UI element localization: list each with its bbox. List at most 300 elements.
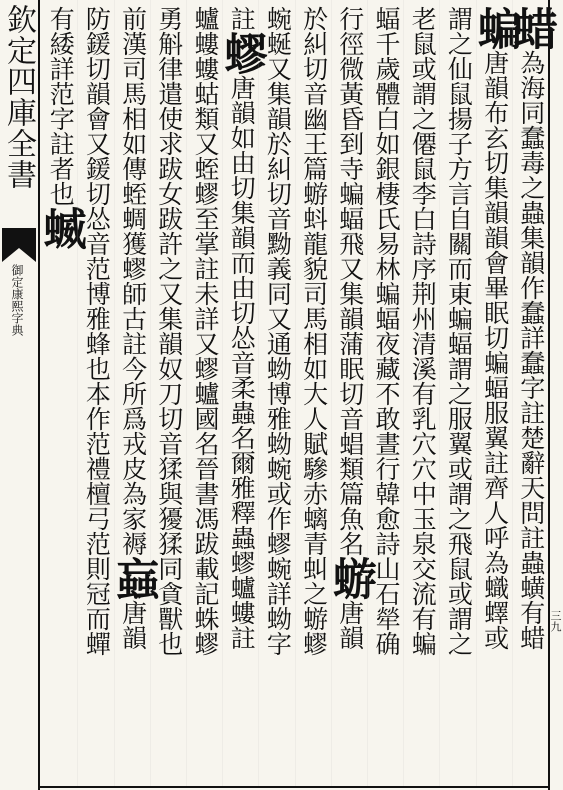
body-char: 詩 bbox=[408, 231, 438, 256]
body-char: 釋 bbox=[227, 500, 257, 525]
body-char: 貌 bbox=[299, 256, 329, 281]
text-column bbox=[439, 6, 473, 786]
body-char: 蟉 bbox=[191, 356, 220, 381]
body-char: 蛛 bbox=[191, 606, 220, 631]
body-char: 之 bbox=[444, 31, 474, 56]
body-char: 千 bbox=[372, 31, 401, 56]
body-char: 不 bbox=[372, 381, 401, 406]
column-rule bbox=[403, 0, 404, 786]
body-char: 韻 bbox=[480, 200, 510, 225]
body-char: 獶 bbox=[154, 506, 184, 531]
body-char: 蚪 bbox=[299, 206, 329, 231]
body-char: 蚴 bbox=[263, 356, 293, 381]
body-char: 女 bbox=[154, 181, 184, 206]
column-rule bbox=[258, 0, 259, 786]
body-char: 通 bbox=[263, 331, 293, 356]
body-char: 又 bbox=[82, 131, 112, 156]
body-char: 穴 bbox=[408, 431, 438, 456]
headword: 蝱 bbox=[107, 556, 159, 600]
body-char: 畢 bbox=[480, 275, 510, 300]
body-char: 白 bbox=[372, 106, 401, 131]
headword: 蝛 bbox=[35, 206, 87, 250]
body-char: 蠦 bbox=[227, 575, 257, 600]
body-char: 昏 bbox=[335, 106, 365, 131]
text-column bbox=[403, 6, 437, 786]
body-char: 天 bbox=[516, 475, 546, 500]
body-char: 雅 bbox=[82, 306, 112, 331]
body-char: 辭 bbox=[516, 450, 546, 475]
text-column bbox=[258, 6, 292, 786]
body-char: 或 bbox=[444, 456, 474, 481]
body-char: 名 bbox=[191, 431, 220, 456]
body-char: 韓 bbox=[372, 481, 401, 506]
body-char: 如 bbox=[227, 125, 257, 150]
body-char: 註 bbox=[227, 6, 257, 31]
body-char: 蟉 bbox=[191, 181, 220, 206]
body-char: 謂 bbox=[444, 356, 474, 381]
body-char: 本 bbox=[82, 381, 112, 406]
body-char: 註 bbox=[46, 131, 76, 156]
body-char: 之 bbox=[516, 175, 546, 200]
body-char: 乳 bbox=[408, 406, 438, 431]
body-char: 青 bbox=[299, 531, 329, 556]
body-char: 怂 bbox=[227, 325, 257, 350]
body-char: 集 bbox=[480, 175, 510, 200]
body-char: 交 bbox=[408, 556, 438, 581]
body-char: 馬 bbox=[299, 306, 329, 331]
body-char: 許 bbox=[154, 231, 184, 256]
body-char: 切 bbox=[154, 406, 184, 431]
text-column bbox=[216, 6, 268, 786]
body-char: 鍰 bbox=[82, 156, 112, 181]
body-char: 敢 bbox=[372, 406, 401, 431]
body-char: 註 bbox=[516, 525, 546, 550]
body-char: 魚 bbox=[335, 506, 365, 531]
column-rule bbox=[476, 0, 477, 786]
body-char: 范 bbox=[82, 431, 112, 456]
body-char: 蜿 bbox=[263, 556, 293, 581]
body-char: 為 bbox=[516, 50, 546, 75]
body-char: 驂 bbox=[299, 456, 329, 481]
body-char: 謂 bbox=[444, 606, 474, 631]
book-margin bbox=[0, 0, 38, 790]
body-char: 未 bbox=[191, 281, 220, 306]
body-char: 山 bbox=[372, 556, 401, 581]
body-char: 林 bbox=[372, 256, 401, 281]
body-char: 蟲 bbox=[516, 200, 546, 225]
body-char: 鼠 bbox=[444, 81, 474, 106]
body-char: 相 bbox=[118, 106, 148, 131]
body-char: 皮 bbox=[118, 456, 148, 481]
body-char: 韻 bbox=[154, 331, 184, 356]
body-char: 毒 bbox=[516, 150, 546, 175]
body-char: 律 bbox=[154, 56, 184, 81]
body-char: 而 bbox=[82, 606, 112, 631]
body-char: 或 bbox=[263, 481, 293, 506]
body-char: 為 bbox=[480, 550, 510, 575]
body-char: 類 bbox=[335, 456, 365, 481]
body-char: 清 bbox=[408, 331, 438, 356]
body-char: 唐 bbox=[227, 75, 257, 100]
body-char: 名 bbox=[335, 531, 365, 556]
body-char: 師 bbox=[118, 281, 148, 306]
body-char: 集 bbox=[154, 306, 184, 331]
body-char: 蝙 bbox=[444, 306, 474, 331]
body-char: 切 bbox=[227, 300, 257, 325]
body-char: 蝙 bbox=[408, 631, 438, 656]
body-char: 韻 bbox=[480, 225, 510, 250]
body-char: 蟉 bbox=[299, 631, 329, 656]
body-char: 禮 bbox=[82, 456, 112, 481]
body-char: 又 bbox=[191, 131, 220, 156]
body-char: 至 bbox=[191, 206, 220, 231]
body-char: 虯 bbox=[299, 556, 329, 581]
body-char: 切 bbox=[480, 150, 510, 175]
body-char: 切 bbox=[299, 56, 329, 81]
body-char: 跋 bbox=[191, 531, 220, 556]
body-char: 蚴 bbox=[263, 431, 293, 456]
body-char: 戎 bbox=[118, 431, 148, 456]
body-char: 載 bbox=[191, 556, 220, 581]
body-char: 韻 bbox=[335, 625, 365, 650]
column-rule bbox=[295, 0, 296, 786]
body-char: 古 bbox=[118, 306, 148, 331]
body-char: 棲 bbox=[372, 181, 401, 206]
body-char: 僊 bbox=[408, 131, 438, 156]
text-column bbox=[186, 6, 220, 786]
body-char: 或 bbox=[444, 581, 474, 606]
column-rule bbox=[512, 0, 513, 786]
body-char: 荆 bbox=[408, 281, 438, 306]
body-char: 如 bbox=[372, 131, 401, 156]
body-char: 蠢 bbox=[516, 125, 546, 150]
body-char: 韻 bbox=[516, 250, 546, 275]
text-column bbox=[469, 6, 521, 786]
headword: 蟉 bbox=[216, 31, 268, 75]
body-char: 雅 bbox=[263, 406, 293, 431]
body-char: 冠 bbox=[82, 581, 112, 606]
text-column bbox=[35, 6, 87, 786]
body-char: 名 bbox=[227, 425, 257, 450]
body-char: 蟉 bbox=[227, 550, 257, 575]
body-char: 音 bbox=[263, 206, 293, 231]
body-char: 相 bbox=[299, 331, 329, 356]
body-char: 翼 bbox=[444, 431, 474, 456]
body-char: 詳 bbox=[263, 581, 293, 606]
body-char: 使 bbox=[154, 106, 184, 131]
body-char: 蜒 bbox=[263, 31, 293, 56]
frame-bottom-rule bbox=[38, 786, 550, 788]
body-char: 螻 bbox=[227, 600, 257, 625]
body-char: 同 bbox=[263, 281, 293, 306]
body-char: 大 bbox=[299, 381, 329, 406]
frame-left-rule bbox=[38, 0, 40, 790]
body-char: 歲 bbox=[372, 56, 401, 81]
body-char: 行 bbox=[372, 456, 401, 481]
body-char: 集 bbox=[516, 225, 546, 250]
body-char: 斛 bbox=[154, 31, 184, 56]
body-char: 切 bbox=[480, 325, 510, 350]
body-char: 蝙 bbox=[372, 281, 401, 306]
body-char: 司 bbox=[299, 281, 329, 306]
body-char: 鼠 bbox=[444, 556, 474, 581]
body-char: 玄 bbox=[480, 125, 510, 150]
body-char: 記 bbox=[191, 581, 220, 606]
body-char: 者 bbox=[46, 156, 76, 181]
body-char: 愈 bbox=[372, 506, 401, 531]
body-char: 柔 bbox=[227, 375, 257, 400]
text-column bbox=[107, 6, 159, 786]
folio-number: 三九 bbox=[549, 610, 562, 632]
body-char: 糾 bbox=[263, 156, 293, 181]
body-char: 切 bbox=[263, 181, 293, 206]
headword: 蝙 bbox=[469, 6, 521, 50]
body-char: 蛄 bbox=[191, 81, 220, 106]
body-char: 音 bbox=[335, 406, 365, 431]
body-char: 前 bbox=[118, 6, 148, 31]
body-char: 蝙 bbox=[335, 181, 365, 206]
body-char: 蝠 bbox=[335, 206, 365, 231]
body-char: 雅 bbox=[227, 475, 257, 500]
body-char: 有 bbox=[46, 6, 76, 31]
body-char: 犖 bbox=[372, 606, 401, 631]
body-char: 家 bbox=[118, 506, 148, 531]
body-char: 蟥 bbox=[516, 575, 546, 600]
body-char: 之 bbox=[408, 106, 438, 131]
body-char: 獲 bbox=[118, 231, 148, 256]
body-char: 切 bbox=[335, 381, 365, 406]
body-char: 集 bbox=[227, 200, 257, 225]
body-char: 切 bbox=[82, 56, 112, 81]
body-char: 註 bbox=[480, 450, 510, 475]
body-char: 蠦 bbox=[191, 6, 220, 31]
body-char: 又 bbox=[154, 281, 184, 306]
body-char: 布 bbox=[480, 100, 510, 125]
body-char: 奴 bbox=[154, 356, 184, 381]
body-char: 鼠 bbox=[408, 156, 438, 181]
body-char: 老 bbox=[408, 6, 438, 31]
body-char: 之 bbox=[444, 631, 474, 656]
body-char: 蛭 bbox=[118, 181, 148, 206]
body-char: 玉 bbox=[408, 506, 438, 531]
body-char: 飛 bbox=[335, 231, 365, 256]
body-char: 跋 bbox=[154, 156, 184, 181]
body-char: 韻 bbox=[335, 306, 365, 331]
body-char: 義 bbox=[263, 256, 293, 281]
body-char: 又 bbox=[263, 56, 293, 81]
body-char: 范 bbox=[46, 81, 76, 106]
body-char: 蝣 bbox=[299, 181, 329, 206]
body-char: 詳 bbox=[46, 56, 76, 81]
body-char: 由 bbox=[227, 275, 257, 300]
body-char: 氏 bbox=[372, 206, 401, 231]
body-char: 韻 bbox=[263, 106, 293, 131]
body-char: 猱 bbox=[154, 531, 184, 556]
body-char: 蜂 bbox=[82, 331, 112, 356]
body-char: 韻 bbox=[118, 625, 148, 650]
body-char: 而 bbox=[444, 256, 474, 281]
body-char: 會 bbox=[480, 250, 510, 275]
body-char: 子 bbox=[444, 131, 474, 156]
body-char: 蝠 bbox=[480, 375, 510, 400]
body-char: 集 bbox=[263, 81, 293, 106]
body-char: 䗉 bbox=[335, 431, 365, 456]
column-rule bbox=[77, 0, 78, 786]
body-char: 翼 bbox=[480, 425, 510, 450]
body-char: 飛 bbox=[444, 531, 474, 556]
body-char: 音 bbox=[82, 231, 112, 256]
body-char: 漢 bbox=[118, 31, 148, 56]
body-char: 王 bbox=[299, 131, 329, 156]
column-rule bbox=[331, 0, 332, 786]
body-char: 寺 bbox=[335, 156, 365, 181]
body-char: 韻 bbox=[480, 75, 510, 100]
body-char: 音 bbox=[299, 81, 329, 106]
body-char: 司 bbox=[118, 56, 148, 81]
body-char: 集 bbox=[335, 281, 365, 306]
body-char: 或 bbox=[480, 625, 510, 650]
body-char: 貪 bbox=[154, 581, 184, 606]
body-char: 所 bbox=[118, 381, 148, 406]
body-char: 晝 bbox=[372, 431, 401, 456]
body-char: 有 bbox=[516, 600, 546, 625]
body-char: 微 bbox=[335, 56, 365, 81]
body-char: 蟲 bbox=[516, 550, 546, 575]
body-char: 詳 bbox=[516, 325, 546, 350]
body-char: 蚴 bbox=[263, 606, 293, 631]
body-char: 篇 bbox=[299, 156, 329, 181]
body-char: 詩 bbox=[372, 531, 401, 556]
body-char: 字 bbox=[263, 631, 293, 656]
text-column bbox=[295, 6, 329, 786]
body-char: 齊 bbox=[480, 475, 510, 500]
body-char: 唐 bbox=[480, 50, 510, 75]
body-char: 服 bbox=[444, 406, 474, 431]
body-char: 註 bbox=[227, 625, 257, 650]
body-char: 有 bbox=[408, 381, 438, 406]
body-char: 則 bbox=[82, 556, 112, 581]
body-char: 螻 bbox=[191, 31, 220, 56]
body-char: 赤 bbox=[299, 481, 329, 506]
body-char: 到 bbox=[335, 131, 365, 156]
body-char: 黝 bbox=[263, 231, 293, 256]
body-char: 白 bbox=[408, 206, 438, 231]
body-char: 石 bbox=[372, 581, 401, 606]
body-char: 韻 bbox=[227, 225, 257, 250]
body-char: 言 bbox=[444, 181, 474, 206]
body-char: 之 bbox=[154, 256, 184, 281]
book-subtitle: 御定康熙字典 bbox=[10, 264, 24, 336]
column-rule bbox=[367, 0, 368, 786]
body-char: 檀 bbox=[82, 481, 112, 506]
body-char: 或 bbox=[408, 56, 438, 81]
body-char: 註 bbox=[191, 256, 220, 281]
body-char: 又 bbox=[335, 256, 365, 281]
body-char: 問 bbox=[516, 500, 546, 525]
body-char: 東 bbox=[444, 281, 474, 306]
body-char: 之 bbox=[299, 581, 329, 606]
body-char: 蝣 bbox=[299, 606, 329, 631]
body-char: 如 bbox=[118, 131, 148, 156]
body-char: 切 bbox=[82, 181, 112, 206]
body-char: 序 bbox=[408, 256, 438, 281]
body-char: 於 bbox=[299, 6, 329, 31]
body-char: 晉 bbox=[191, 456, 220, 481]
body-char: 唐 bbox=[335, 600, 365, 625]
body-char: 蟉 bbox=[118, 256, 148, 281]
body-char: 馮 bbox=[191, 506, 220, 531]
column-rule bbox=[114, 0, 115, 786]
body-char: 蠢 bbox=[516, 350, 546, 375]
body-char: 蜿 bbox=[263, 6, 293, 31]
body-char: 夜 bbox=[372, 331, 401, 356]
body-char: 鍰 bbox=[82, 31, 112, 56]
body-char: 國 bbox=[191, 406, 220, 431]
body-char: 會 bbox=[82, 106, 112, 131]
body-char: 於 bbox=[263, 131, 293, 156]
body-char: 蝠 bbox=[372, 6, 401, 31]
body-char: 同 bbox=[516, 100, 546, 125]
body-char: 跋 bbox=[154, 206, 184, 231]
body-char: 博 bbox=[82, 281, 112, 306]
body-char: 而 bbox=[227, 250, 257, 275]
body-char: 蝠 bbox=[444, 331, 474, 356]
body-char: 傳 bbox=[118, 156, 148, 181]
body-char: 也 bbox=[82, 356, 112, 381]
body-char: 范 bbox=[82, 531, 112, 556]
body-char: 韻 bbox=[82, 81, 112, 106]
body-char: 蟲 bbox=[227, 525, 257, 550]
body-char: 由 bbox=[227, 150, 257, 175]
body-char: 方 bbox=[444, 156, 474, 181]
body-char: 也 bbox=[154, 631, 184, 656]
body-char: 蠌 bbox=[480, 600, 510, 625]
body-char: 關 bbox=[444, 231, 474, 256]
body-char: 蟙 bbox=[480, 575, 510, 600]
column-rule bbox=[222, 0, 223, 786]
text-column bbox=[367, 6, 401, 786]
body-char: 弓 bbox=[82, 506, 112, 531]
body-char: 作 bbox=[82, 406, 112, 431]
body-char: 范 bbox=[82, 256, 112, 281]
body-char: 字 bbox=[46, 106, 76, 131]
body-char: 註 bbox=[516, 400, 546, 425]
body-char: 流 bbox=[408, 581, 438, 606]
body-char: 螻 bbox=[191, 56, 220, 81]
body-char: 中 bbox=[408, 481, 438, 506]
column-rule bbox=[186, 0, 187, 786]
body-char: 類 bbox=[191, 106, 220, 131]
body-char: 人 bbox=[299, 406, 329, 431]
fishtail-ornament bbox=[2, 228, 36, 262]
body-char: 獸 bbox=[154, 606, 184, 631]
body-char: 又 bbox=[191, 331, 220, 356]
body-char: 呼 bbox=[480, 525, 510, 550]
body-char: 蝙 bbox=[480, 350, 510, 375]
body-char: 藏 bbox=[372, 356, 401, 381]
body-char: 謂 bbox=[444, 481, 474, 506]
body-char: 體 bbox=[372, 81, 401, 106]
body-char: 蒲 bbox=[335, 331, 365, 356]
column-rule bbox=[150, 0, 151, 786]
body-char: 猱 bbox=[154, 456, 184, 481]
body-char: 馬 bbox=[118, 81, 148, 106]
body-char: 州 bbox=[408, 306, 438, 331]
text-column bbox=[324, 6, 376, 786]
body-char: 糾 bbox=[299, 31, 329, 56]
body-char: 褥 bbox=[118, 531, 148, 556]
body-char: 幽 bbox=[299, 106, 329, 131]
